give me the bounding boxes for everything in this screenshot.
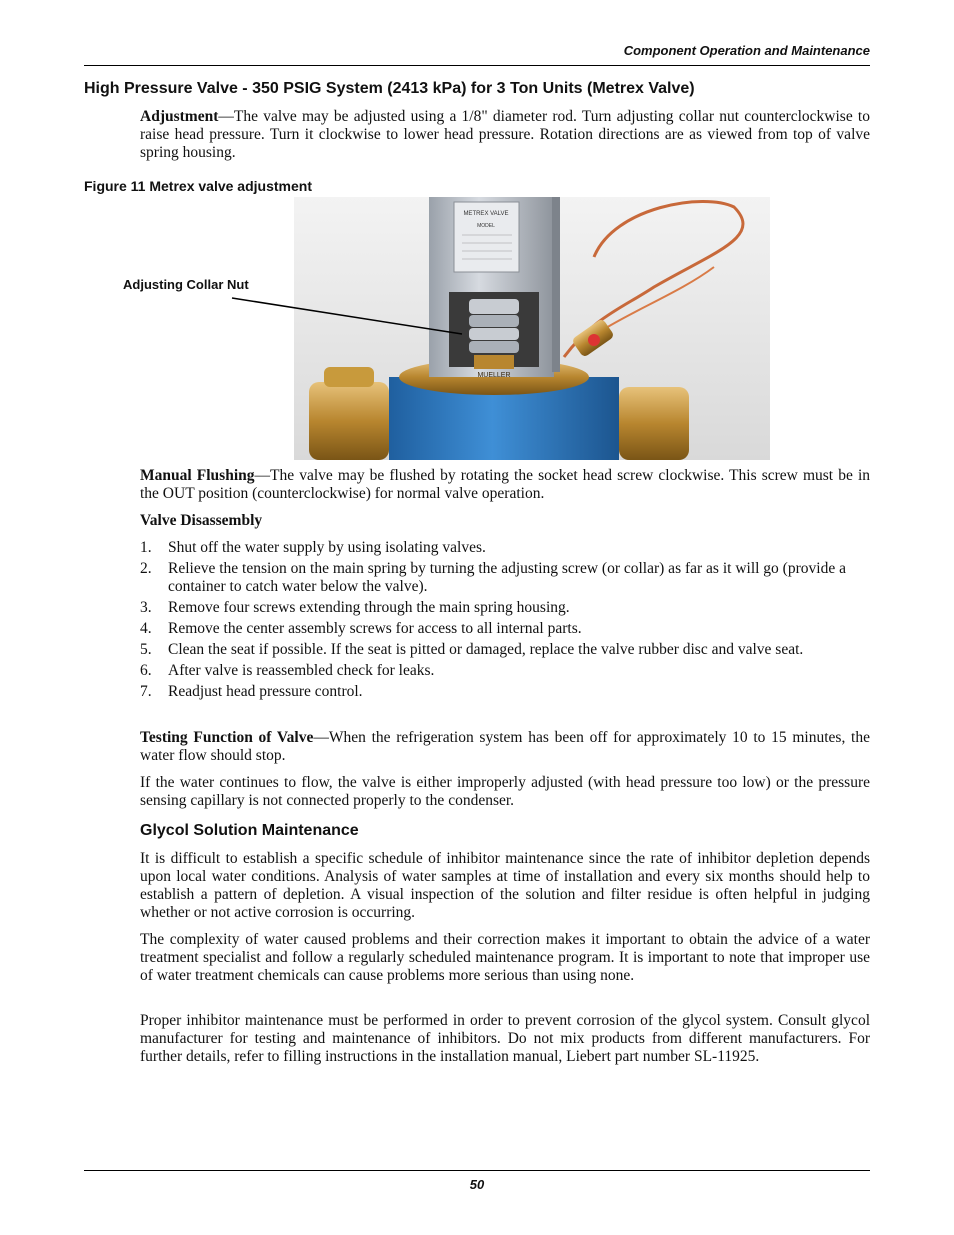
disassembly-heading: [140, 512, 870, 530]
step-number: 6.: [140, 662, 152, 679]
section-title: High Pressure Valve - 350 PSIG System (2413 kPa) for 3 Ton Units (Metrex Valve): [84, 80, 695, 97]
list-item: [140, 620, 870, 638]
testing-text: —When the refrigeration system has been off for approximately 10 to 15 minutes, the water flow should stop.: [140, 729, 870, 764]
list-item: [140, 641, 870, 659]
step-number: 5.: [140, 641, 152, 658]
step-number: 3.: [140, 599, 152, 616]
step-text: Remove the center assembly screws for access to all internal parts.: [168, 620, 582, 637]
list-item: [140, 662, 870, 680]
page-number: 50: [469, 1177, 485, 1192]
list-item: [140, 560, 870, 596]
step-text: After valve is reassembled check for leaks.: [168, 662, 435, 679]
footer-rule: [84, 1170, 870, 1171]
list-item: [140, 599, 870, 617]
manual-flushing-lead: Manual Flushing: [140, 467, 255, 484]
plate-label-model: MODEL: [477, 223, 495, 229]
disassembly-heading-text: Valve Disassembly: [140, 512, 263, 529]
step-text: Shut off the water supply by using isolating valves.: [168, 539, 486, 556]
step-number: 7.: [140, 683, 152, 700]
step-number: 2.: [140, 560, 152, 577]
adjustment-paragraph: [140, 108, 870, 162]
plate-label-name: METREX VALVE: [463, 211, 509, 217]
adjustment-lead: Adjustment: [140, 108, 219, 125]
glycol-paragraph-2: The complexity of water caused problems and their correction makes it important to obtain the advice of a water treatment specialist and follow a regularly scheduled maintenance program. It is important to note that improper use of water treatment chemicals can cause problems more serious than using none.: [140, 931, 870, 984]
step-text: Remove four screws extending through the main spring housing.: [168, 599, 570, 616]
step-text: Clean the seat if possible. If the seat is pitted or damaged, replace the valve rubber disc and valve seat.: [168, 641, 804, 658]
valve-photo: [294, 197, 770, 460]
step-text: Relieve the tension on the main spring by turning the adjusting screw (or collar) as far as it will go (provide a container to catch water below the valve).: [168, 560, 846, 595]
step-number: 4.: [140, 620, 152, 637]
nut-label: MUELLER: [477, 372, 511, 379]
step-number: 1.: [140, 539, 152, 556]
figure-caption: Figure 11 Metrex valve adjustment: [84, 178, 312, 194]
testing-followup-paragraph: If the water continues to flow, the valve is either improperly adjusted (with head pressure too low) or the pressure sensing capillary is not connected properly to the condenser.: [140, 774, 870, 809]
adjustment-text: —The valve may be adjusted using a 1/8" diameter rod. Turn adjusting collar nut counterclockwise to raise head pressure. Turn it clockwise to lower head pressure. Rotation directions are as viewed from top of valve spring housing.: [140, 108, 870, 161]
list-item: [140, 539, 870, 557]
header-rule: [84, 65, 870, 66]
testing-lead: Testing Function of Valve: [140, 729, 314, 746]
list-item: [140, 683, 870, 701]
glycol-section-title: Glycol Solution Maintenance: [140, 822, 359, 839]
step-text: Readjust head pressure control.: [168, 683, 363, 700]
disassembly-steps: [140, 539, 870, 704]
glycol-paragraph-3: Proper inhibitor maintenance must be performed in order to prevent corrosion of the glycol system. Consult glycol manufacturer for testing and maintenance of inhibitors. Do not mix products from different manufacturers. For further details, refer to filling instructions in the installation manual, Liebert part number SL-11925.: [140, 1012, 870, 1065]
testing-paragraph: [140, 729, 870, 765]
manual-flushing-text: —The valve may be flushed by rotating the socket head screw clockwise. This screw must be in the OUT position (counterclockwise) for normal valve operation.: [140, 467, 870, 502]
callout-label: Adjusting Collar Nut: [123, 277, 249, 292]
glycol-paragraph-1: It is difficult to establish a specific schedule of inhibitor maintenance since the rate of inhibitor depletion depends upon local water conditions. Analysis of water samples at time of installation and every six months should help to establish a pattern of depletion. A visual inspection of the solution and filter residue is often helpful in judging whether or not active corrosion is occurring.: [140, 850, 870, 921]
manual-flushing-paragraph: [140, 467, 870, 503]
running-header: Component Operation and Maintenance: [623, 43, 870, 58]
